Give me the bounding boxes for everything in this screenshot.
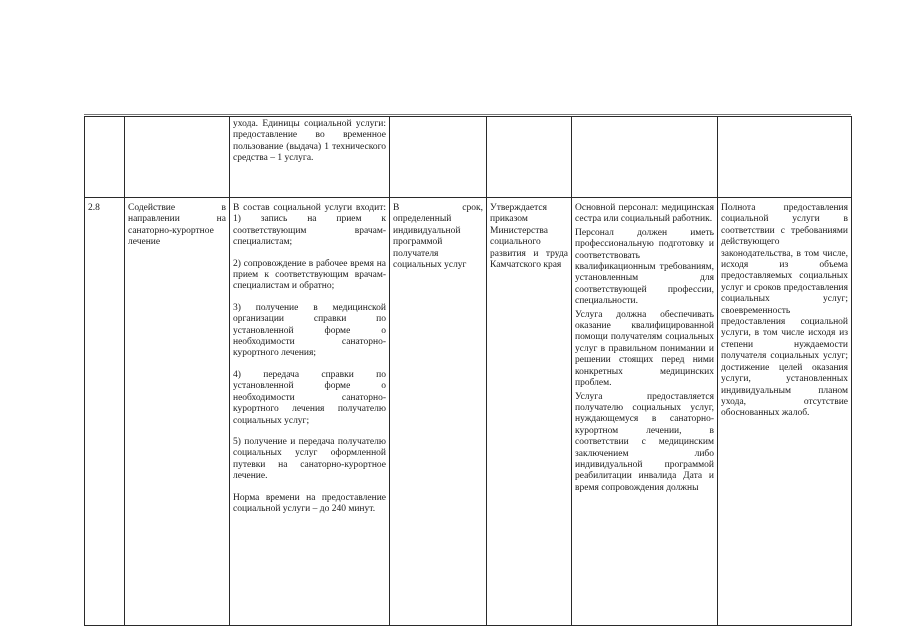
conditions-paragraph: Основной персонал: медицинская сестра или социальный работник. bbox=[575, 203, 714, 225]
cell-quality bbox=[718, 117, 852, 198]
content-paragraph: В состав социальной услуги входит: 1) запись на прием к соответствующим врачам-специалистам; bbox=[233, 203, 386, 248]
cell-conditions bbox=[572, 117, 718, 198]
table-row-service-2-8 bbox=[85, 198, 852, 626]
conditions-paragraph: Персонал должен иметь профессиональную подготовку и соответствовать квалификационным требованиям, установленным для соответствующей профессии, специальности. bbox=[575, 227, 714, 307]
scan-top-line bbox=[84, 114, 851, 115]
cell-content bbox=[230, 198, 390, 626]
content-paragraph: Норма времени на предоставление социальной услуги – до 240 минут. bbox=[233, 492, 386, 514]
content-paragraph: 5) получение и передача получателю социальных услуг оформленной путевки на санаторно-курортное лечение. bbox=[233, 436, 386, 482]
cell-tariff: Утверждается приказом Министерства социального развития и труда Камчатского края bbox=[487, 198, 572, 626]
cell-number bbox=[85, 117, 125, 198]
table-row-continuation bbox=[85, 117, 852, 198]
cell-content: ухода. Единицы социальной услуги: предоставление во временное пользование (выдача) 1 технического средства – 1 услуга. bbox=[230, 117, 390, 198]
cell-number: 2.8 bbox=[85, 198, 125, 626]
cell-term bbox=[390, 117, 487, 198]
content-paragraph: 4) передача справки по установленной форме о необходимости санаторно-курортного лечения получателю социальных услуг; bbox=[233, 369, 386, 426]
cell-name: Содействие в направлении на санаторно-курортное лечение bbox=[125, 198, 230, 626]
cell-term: В срок, определенный индивидуальной программой получателя социальных услуг bbox=[390, 198, 487, 626]
content-paragraph: 2) сопровождение в рабочее время на прием к соответствующим врачам-специалистам и обратно; bbox=[233, 258, 386, 292]
cell-conditions bbox=[572, 198, 718, 626]
services-table bbox=[84, 116, 852, 626]
cell-quality: Полнота предоставления социальной услуги в соответствии с требованиями действующего законодательства, в том числе, исходя из объема предоставляемых социальных услуг и сроков предоставления социальных услуг; своевременность предоставления социальной услуги, в том числе исходя из степени нуждаемости получателя социальных услуг; достижение целей оказания услуги, установленных индивидуальным планом ухода, отсутствие обоснованных жалоб. bbox=[718, 198, 852, 626]
conditions-paragraph: Услуга должна обеспечивать оказание квалифицированной помощи получателям социальных услуг в правильном понимании и решении стоящих перед ними конкретных медицинских проблем. bbox=[575, 309, 714, 389]
cell-tariff bbox=[487, 117, 572, 198]
content-paragraph: 3) получение в медицинской организации справки по установленной форме о необходимости санаторно-курортного лечения; bbox=[233, 302, 386, 359]
cell-name bbox=[125, 117, 230, 198]
conditions-paragraph: Услуга предоставляется получателю социальных услуг, нуждающемуся в санаторно-курортном лечении, в соответствии с медицинским заключением либо индивидуальной программой реабилитации инвалида Дата и время сопровождения должны bbox=[575, 391, 714, 493]
